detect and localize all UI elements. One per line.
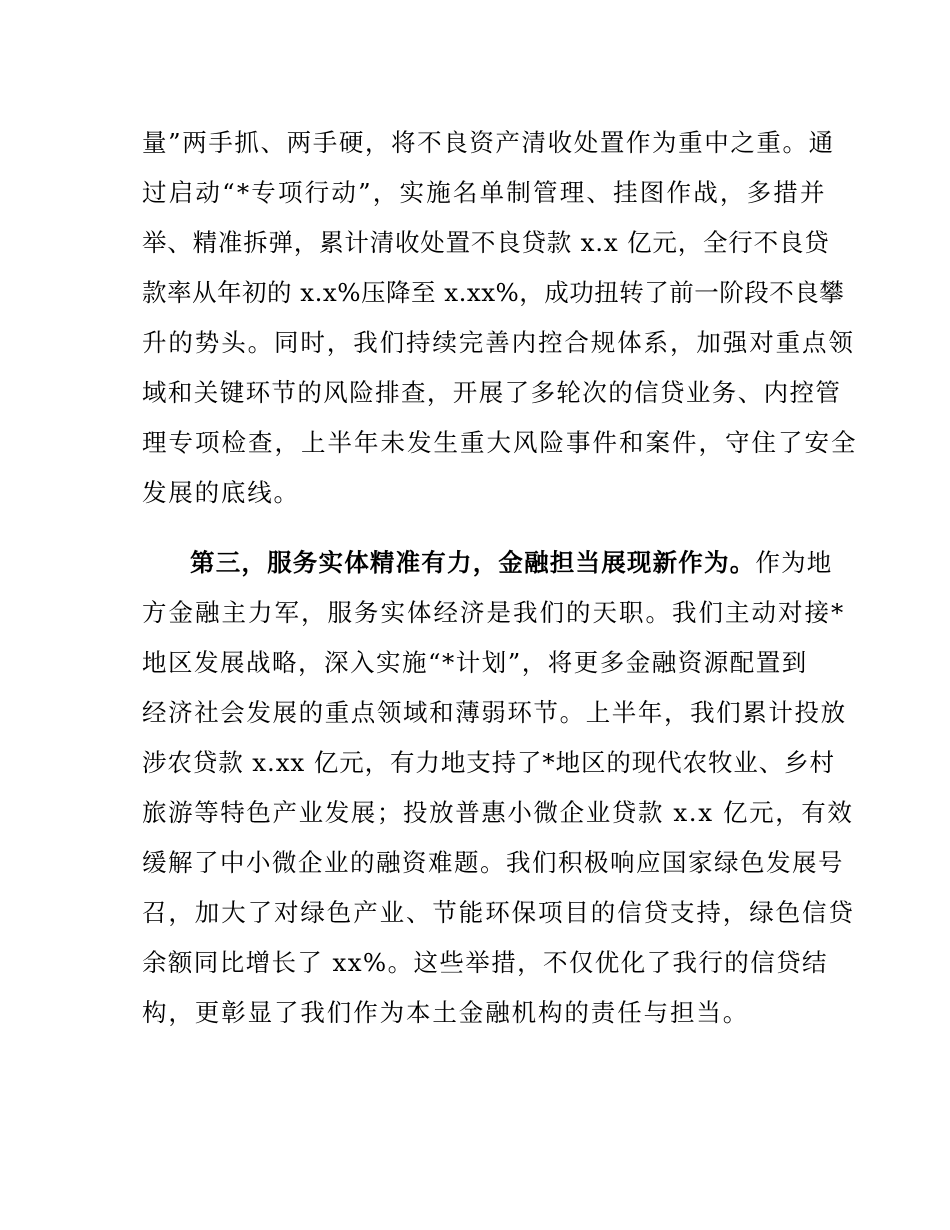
paragraph-1-line-4: 款率从年初的 x.x%压降至 x.xx%，成功扭转了前一阶段不良攀 — [142, 278, 845, 307]
paragraph-2-line-2: 方金融主力军，服务实体经济是我们的天职。我们主动对接* — [142, 598, 846, 627]
paragraph-1-line-3: 举、精准拆弹，累计清收处置不良贷款 x.x 亿元，全行不良贷 — [142, 228, 830, 257]
paragraph-1-line-8: 发展的底线。 — [142, 478, 300, 507]
paragraph-2-line-7: 缓解了中小微企业的融资难题。我们积极响应国家绿色发展号 — [142, 848, 844, 877]
paragraph-2-line-1 — [190, 548, 833, 578]
paragraph-2-line-9: 余额同比增长了 xx%。这些举措，不仅优化了我行的信贷结 — [142, 948, 828, 977]
paragraph-1-line-5: 升的势头。同时，我们持续完善内控合规体系，加强对重点领 — [142, 328, 855, 357]
paragraph-1-line-7: 理专项检查，上半年未发生重大风险事件和案件，守住了安全 — [142, 428, 858, 457]
paragraph-2-line-6: 旅游等特色产业发展；投放普惠小微企业贷款 x.x 亿元，有效 — [142, 798, 854, 827]
paragraph-1-line-1: 量”两手抓、两手硬，将不良资产清收处置作为重中之重。通 — [142, 128, 835, 157]
paragraph-2-line-8: 召，加大了对绿色产业、节能环保项目的信贷支持，绿色信贷 — [142, 898, 855, 927]
paragraph-2-line-1-text: 作为地 — [755, 548, 833, 577]
paragraph-2-line-5: 涉农贷款 x.xx 亿元，有力地支持了*地区的现代农牧业、乡村 — [142, 748, 835, 777]
paragraph-1-line-6: 域和关键环节的风险排查，开展了多轮次的信贷业务、内控管 — [142, 378, 842, 407]
paragraph-2-line-3: 地区发展战略，深入实施“*计划”，将更多金融资源配置到 — [142, 648, 808, 677]
paragraph-2-line-4: 经济社会发展的重点领域和薄弱环节。上半年，我们累计投放 — [142, 698, 847, 727]
paragraph-1-line-2: 过启动“*专项行动”，实施名单制管理、挂图作战，多措并 — [142, 178, 827, 207]
section-heading: 第三，服务实体精准有力，金融担当展现新作为。 — [190, 548, 756, 577]
paragraph-2-line-10: 构，更彰显了我们作为本土金融机构的责任与担当。 — [142, 998, 750, 1027]
